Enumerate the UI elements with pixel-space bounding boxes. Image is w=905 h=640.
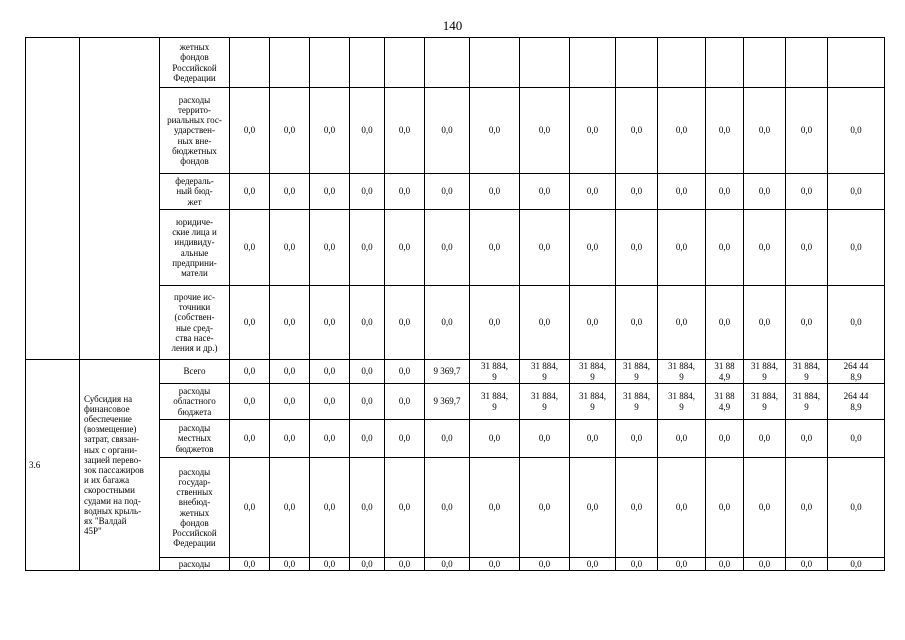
value-cell: 31 884, 9 (570, 384, 616, 420)
funding-source-cell: Всего (160, 360, 230, 384)
value-cell (520, 38, 570, 88)
value-cell: 0,0 (270, 286, 310, 360)
value-cell: 264 44 8,9 (828, 384, 885, 420)
value-cell: 0,0 (706, 558, 744, 571)
value-cell (385, 38, 425, 88)
value-cell: 0,0 (350, 286, 385, 360)
value-cell: 0,0 (658, 420, 706, 458)
value-cell: 0,0 (786, 174, 828, 210)
value-cell: 0,0 (270, 558, 310, 571)
value-cell: 0,0 (270, 420, 310, 458)
value-cell: 0,0 (706, 286, 744, 360)
value-cell: 0,0 (658, 210, 706, 286)
value-cell (425, 38, 470, 88)
value-cell: 0,0 (616, 558, 658, 571)
value-cell: 31 884, 9 (786, 360, 828, 384)
value-cell: 0,0 (520, 420, 570, 458)
value-cell: 0,0 (310, 286, 350, 360)
value-cell: 0,0 (270, 88, 310, 174)
value-cell (786, 38, 828, 88)
value-cell: 0,0 (470, 458, 520, 558)
value-cell: 0,0 (706, 88, 744, 174)
value-cell: 0,0 (786, 558, 828, 571)
value-cell: 31 884, 9 (520, 360, 570, 384)
value-cell: 0,0 (425, 174, 470, 210)
value-cell: 0,0 (744, 174, 786, 210)
value-cell: 0,0 (270, 210, 310, 286)
value-cell (310, 38, 350, 88)
value-cell: 31 884, 9 (616, 384, 658, 420)
value-cell: 31 88 4,9 (706, 360, 744, 384)
value-cell: 0,0 (385, 384, 425, 420)
value-cell: 0,0 (230, 558, 270, 571)
value-cell (744, 38, 786, 88)
value-cell: 9 369,7 (425, 384, 470, 420)
value-cell: 0,0 (310, 360, 350, 384)
value-cell: 0,0 (658, 286, 706, 360)
value-cell: 0,0 (425, 558, 470, 571)
value-cell: 0,0 (828, 210, 885, 286)
value-cell: 0,0 (658, 88, 706, 174)
value-cell: 0,0 (230, 88, 270, 174)
value-cell: 0,0 (350, 420, 385, 458)
value-cell: 0,0 (786, 210, 828, 286)
value-cell: 0,0 (230, 210, 270, 286)
value-cell: 0,0 (470, 210, 520, 286)
value-cell: 0,0 (658, 558, 706, 571)
value-cell: 0,0 (310, 174, 350, 210)
value-cell: 0,0 (828, 286, 885, 360)
funding-source-cell: федераль- ный бюд- жет (160, 174, 230, 210)
value-cell: 0,0 (230, 420, 270, 458)
value-cell: 0,0 (570, 88, 616, 174)
value-cell: 0,0 (470, 420, 520, 458)
value-cell: 0,0 (270, 174, 310, 210)
value-cell: 0,0 (310, 88, 350, 174)
value-cell: 0,0 (744, 558, 786, 571)
value-cell: 0,0 (570, 420, 616, 458)
value-cell: 0,0 (658, 458, 706, 558)
value-cell: 0,0 (350, 558, 385, 571)
funding-source-cell: расходы местных бюджетов (160, 420, 230, 458)
value-cell: 0,0 (310, 558, 350, 571)
value-cell: 0,0 (310, 210, 350, 286)
value-cell (828, 38, 885, 88)
value-cell: 0,0 (425, 88, 470, 174)
value-cell: 0,0 (270, 458, 310, 558)
value-cell: 0,0 (520, 286, 570, 360)
value-cell: 0,0 (425, 286, 470, 360)
value-cell: 0,0 (470, 558, 520, 571)
value-cell (616, 38, 658, 88)
value-cell: 0,0 (350, 458, 385, 558)
funding-source-cell: расходы террито- риальных гос- ударствен- ных вне- бюджетных фондов (160, 88, 230, 174)
row-code-cell (26, 38, 80, 360)
value-cell: 0,0 (385, 88, 425, 174)
budget-table (25, 37, 885, 571)
value-cell: 0,0 (786, 420, 828, 458)
value-cell: 0,0 (520, 210, 570, 286)
table-row (26, 38, 885, 88)
funding-source-cell: расходы (160, 558, 230, 571)
value-cell: 0,0 (786, 88, 828, 174)
value-cell: 31 884, 9 (744, 360, 786, 384)
value-cell: 0,0 (520, 88, 570, 174)
value-cell: 0,0 (230, 286, 270, 360)
value-cell: 31 884, 9 (658, 384, 706, 420)
value-cell: 0,0 (385, 360, 425, 384)
measure-name-cell: Субсидия на финансовое обеспечение (возмещение) затрат, связан- ных с органи- зацией перево- зок пассажиров и их багажа скоростными судами на под- водных крыль- ях "Валдай 45Р" (80, 360, 160, 571)
value-cell (658, 38, 706, 88)
value-cell: 31 884, 9 (470, 360, 520, 384)
table-row (26, 360, 885, 384)
value-cell: 0,0 (570, 558, 616, 571)
funding-source-cell: расходы областного бюджета (160, 384, 230, 420)
value-cell: 0,0 (706, 174, 744, 210)
value-cell: 0,0 (706, 210, 744, 286)
value-cell: 0,0 (230, 360, 270, 384)
value-cell: 31 884, 9 (744, 384, 786, 420)
value-cell: 0,0 (385, 210, 425, 286)
value-cell: 31 884, 9 (570, 360, 616, 384)
value-cell: 31 884, 9 (658, 360, 706, 384)
page-number: 140 (442, 18, 463, 33)
value-cell: 0,0 (616, 286, 658, 360)
value-cell (270, 38, 310, 88)
value-cell: 31 88 4,9 (706, 384, 744, 420)
value-cell: 0,0 (350, 360, 385, 384)
value-cell: 0,0 (744, 210, 786, 286)
value-cell: 0,0 (350, 210, 385, 286)
value-cell: 0,0 (425, 420, 470, 458)
value-cell (230, 38, 270, 88)
value-cell: 0,0 (230, 174, 270, 210)
value-cell: 0,0 (744, 286, 786, 360)
funding-source-cell: жетных фондов Российской Федерации (160, 38, 230, 88)
value-cell: 0,0 (470, 286, 520, 360)
value-cell (470, 38, 520, 88)
value-cell: 0,0 (350, 88, 385, 174)
value-cell: 0,0 (616, 174, 658, 210)
funding-source-cell: юридиче- ские лица и индивиду- альные предприни- матели (160, 210, 230, 286)
value-cell: 0,0 (425, 210, 470, 286)
value-cell: 0,0 (828, 174, 885, 210)
value-cell: 0,0 (350, 384, 385, 420)
value-cell: 264 44 8,9 (828, 360, 885, 384)
value-cell: 0,0 (658, 174, 706, 210)
value-cell: 0,0 (828, 458, 885, 558)
value-cell: 0,0 (310, 384, 350, 420)
value-cell: 0,0 (616, 420, 658, 458)
value-cell: 0,0 (706, 458, 744, 558)
value-cell: 0,0 (520, 174, 570, 210)
value-cell: 31 884, 9 (520, 384, 570, 420)
value-cell: 0,0 (385, 286, 425, 360)
value-cell: 0,0 (470, 174, 520, 210)
value-cell: 0,0 (744, 458, 786, 558)
value-cell: 0,0 (828, 558, 885, 571)
value-cell (350, 38, 385, 88)
value-cell: 0,0 (385, 558, 425, 571)
value-cell: 0,0 (706, 420, 744, 458)
value-cell (706, 38, 744, 88)
value-cell: 0,0 (786, 458, 828, 558)
value-cell: 0,0 (616, 458, 658, 558)
value-cell: 0,0 (744, 420, 786, 458)
value-cell: 0,0 (570, 286, 616, 360)
value-cell: 0,0 (385, 174, 425, 210)
value-cell: 0,0 (744, 88, 786, 174)
value-cell: 0,0 (786, 286, 828, 360)
value-cell: 0,0 (310, 420, 350, 458)
value-cell (570, 38, 616, 88)
value-cell: 0,0 (828, 88, 885, 174)
value-cell: 0,0 (616, 88, 658, 174)
value-cell: 0,0 (270, 360, 310, 384)
value-cell: 0,0 (310, 458, 350, 558)
value-cell: 0,0 (230, 384, 270, 420)
value-cell: 0,0 (828, 420, 885, 458)
funding-source-cell: расходы государ- ственных внебюд- жетных фондов Российской Федерации (160, 458, 230, 558)
value-cell: 0,0 (270, 384, 310, 420)
row-code-cell: 3.6 (26, 360, 80, 571)
value-cell: 0,0 (425, 458, 470, 558)
value-cell: 0,0 (470, 88, 520, 174)
value-cell: 31 884, 9 (786, 384, 828, 420)
value-cell: 31 884, 9 (470, 384, 520, 420)
value-cell: 0,0 (570, 210, 616, 286)
measure-name-cell (80, 38, 160, 360)
value-cell: 0,0 (385, 458, 425, 558)
funding-source-cell: прочие ис- точники (собствен- ные сред- ства насе- ления и др.) (160, 286, 230, 360)
value-cell: 31 884, 9 (616, 360, 658, 384)
value-cell: 0,0 (616, 210, 658, 286)
value-cell: 0,0 (570, 458, 616, 558)
value-cell: 9 369,7 (425, 360, 470, 384)
value-cell: 0,0 (520, 458, 570, 558)
value-cell: 0,0 (385, 420, 425, 458)
value-cell: 0,0 (350, 174, 385, 210)
value-cell: 0,0 (570, 174, 616, 210)
value-cell: 0,0 (520, 558, 570, 571)
value-cell: 0,0 (230, 458, 270, 558)
